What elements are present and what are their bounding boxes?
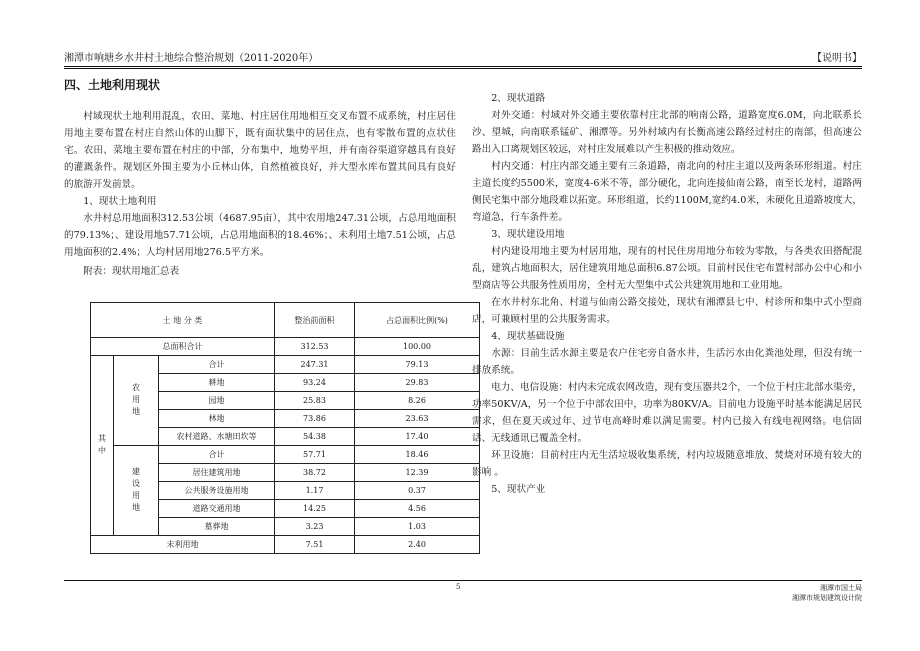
water-supply-paragraph: 水源：目前生活水源主要是农户住宅旁自备水井，生活污水由化粪池处理，但没有统一排放系统。 — [472, 348, 862, 376]
internal-traffic-paragraph: 村内交通：村庄内部交通主要有三条道路，南北向的村庄主道以及两条环形组道。村庄主道长度约5500米，宽度4-6米不等，部分硬化，北向连接仙南公路，南至长龙村，道路两侧民宅集中部分地段难以拓宽。环形组道，长约1100M,宽约4.0米，未硬化且道路坡度大，弯道急，行车条件差。 — [472, 161, 862, 223]
section-title: 四、土地利用现状 — [64, 78, 161, 92]
row-label: 农村道路、水塘田坎等 — [159, 428, 275, 446]
row-area: 247.31 — [275, 356, 355, 374]
row-label: 墓葬地 — [159, 518, 275, 536]
header-rule-thick — [64, 66, 862, 67]
table-caption: 附表：现状用地汇总表 — [83, 266, 180, 277]
construction-group-label: 建设用地 — [114, 446, 159, 536]
row-ratio: 0.37 — [355, 482, 480, 500]
document-title: 湘潭市响塘乡水井村土地综合整治规划（2011-2020年） — [64, 53, 319, 64]
footer-rule — [64, 580, 862, 581]
external-traffic-paragraph: 对外交通：村域对外交通主要依靠村庄北部的响南公路，道路宽度6.0M，向北联系长沙、望城，向南联系锰矿、湘潭等。另外村域内有长衡高速公路经过村庄的南部，但高速公路出入口离规划区较远，对村庄发展难以产生积极的推动效应。 — [472, 110, 862, 155]
subheading-construction-land: 3、现状建设用地 — [491, 229, 565, 240]
row-ratio: 17.40 — [355, 428, 480, 446]
land-stats-paragraph: 水井村总用地面积312.53公顷（4687.95亩），其中农用地247.31公顷，占总用地面积的79.13%；、建设用地57.71公顷，占总用地面积的18.46%；、未利用土地7.51公顷，占总用地面积的2.4%；人均村居用地276.5平方米。 — [64, 213, 456, 258]
table-row-total — [91, 338, 480, 356]
table-row — [91, 446, 480, 464]
footer-org-land-bureau: 湘潭市国土局 — [820, 584, 862, 592]
unused-label: 未利用地 — [91, 536, 275, 554]
subheading-current-land-use: 1、现状土地利用 — [83, 196, 157, 207]
row-ratio: 79.13 — [355, 356, 480, 374]
row-area: 57.71 — [275, 446, 355, 464]
total-area: 312.53 — [275, 338, 355, 356]
row-label: 道路交通用地 — [159, 500, 275, 518]
right-column — [472, 90, 862, 498]
row-label: 合计 — [159, 446, 275, 464]
sanitation-paragraph: 环卫设施：目前村庄内无生活垃圾收集系统，村内垃圾随意堆放、焚烧对环境有较大的影响 。 — [472, 450, 862, 478]
row-area: 14.25 — [275, 500, 355, 518]
header-area: 整治前面积 — [275, 303, 355, 338]
power-telecom-paragraph: 电力、电信设施：村内未完成农网改造，现有变压器共2个，一个位于村庄北部水渠旁，功率50KV/A，另一个位于中部农田中，功率为80KV/A。目前电力设施平时基本能满足居民需求，但在夏天或过年、过节电高峰时难以满足需要。村内已接入有线电视网络。电信固话、无线通讯已覆盖全村。 — [472, 382, 862, 444]
farmland-group-label: 农用地 — [114, 356, 159, 446]
header-rule-thin — [64, 68, 862, 69]
row-ratio: 23.63 — [355, 410, 480, 428]
row-area: 3.23 — [275, 518, 355, 536]
page-number: 5 — [456, 583, 461, 591]
total-label: 总面积合计 — [91, 338, 275, 356]
footer-organizations — [792, 583, 862, 603]
construction-land-paragraph-1: 村内建设用地主要为村居用地，现有的村民住房用地分布较为零散，与各类农田搭配混乱，建筑占地面积大，居住建筑用地总面积6.87公顷。目前村民住宅布置村部办公中心和小型商店等公共服务性质用房，全村无大型集中式公共建筑用地和工业用地。 — [472, 246, 862, 291]
row-ratio: 18.46 — [355, 446, 480, 464]
unused-ratio: 2.40 — [355, 536, 480, 554]
header-category: 土 地 分 类 — [91, 303, 275, 338]
row-ratio: 1.03 — [355, 518, 480, 536]
table-row — [91, 356, 480, 374]
table-row-unused — [91, 536, 480, 554]
row-ratio: 8.26 — [355, 392, 480, 410]
group-label: 其中 — [91, 356, 114, 536]
header-ratio: 占总面积比例(%) — [355, 303, 480, 338]
row-label: 合计 — [159, 356, 275, 374]
row-area: 54.38 — [275, 428, 355, 446]
row-area: 73.86 — [275, 410, 355, 428]
unused-area: 7.51 — [275, 536, 355, 554]
row-ratio: 4.56 — [355, 500, 480, 518]
row-area: 38.72 — [275, 464, 355, 482]
row-ratio: 12.39 — [355, 464, 480, 482]
row-label: 园地 — [159, 392, 275, 410]
row-label: 林地 — [159, 410, 275, 428]
land-use-summary-table — [90, 302, 480, 554]
subheading-infrastructure: 4、现状基础设施 — [491, 331, 565, 342]
document-type-tag: 【说明书】 — [812, 53, 862, 64]
row-ratio: 29.83 — [355, 374, 480, 392]
row-label: 耕地 — [159, 374, 275, 392]
row-area: 1.17 — [275, 482, 355, 500]
intro-paragraph: 村域现状土地利用混乱，农田、菜地、村庄居住用地相互交叉布置不成系统，村庄居住用地主要布置在村庄自然山体的山脚下，既有面状集中的居住点，也有零散布置的点状住宅。农田、菜地主要布置在村庄的中部，分布集中，地势平坦，并有南谷渠道穿越具有良好的灌溉条件。规划区外围主要为小丘林山体，自然植被良好，并大型水库布置其间具有良好的旅游开发前景。 — [64, 111, 456, 190]
row-area: 93.24 — [275, 374, 355, 392]
subheading-industry: 5、现状产业 — [491, 484, 546, 495]
table-header-row — [91, 303, 480, 338]
row-label: 公共服务设施用地 — [159, 482, 275, 500]
left-column — [64, 76, 456, 284]
row-label: 居住建筑用地 — [159, 464, 275, 482]
construction-land-paragraph-2: 在水井村东北角、村道与仙南公路交接处，现状有湘潭县七中、村诊所和集中式小型商店，可兼顾村里的公共服务需求。 — [472, 297, 862, 325]
total-ratio: 100.00 — [355, 338, 480, 356]
row-area: 25.83 — [275, 392, 355, 410]
footer-org-design-institute: 湘潭市规划建筑设计院 — [792, 594, 862, 602]
subheading-roads: 2、现状道路 — [491, 93, 546, 104]
